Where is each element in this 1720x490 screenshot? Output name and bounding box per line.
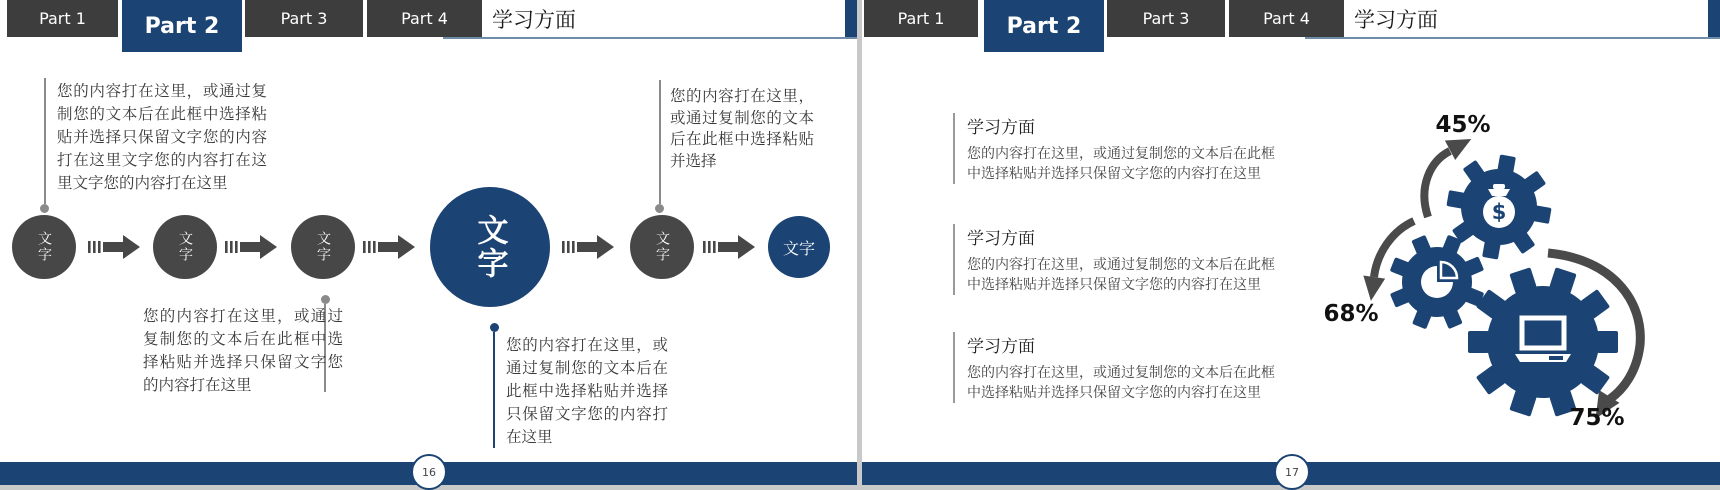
flow-node-label: 文字	[782, 238, 815, 258]
percent-label-68: 68%	[1323, 301, 1379, 327]
section-body: 您的内容打在这里，或通过复制您的文本后在此框中选择粘贴并选择只保留文字您的内容打在这里	[967, 146, 1275, 182]
flow-arrow-icon	[363, 233, 415, 261]
tab-part2-active[interactable]: Part 2	[122, 0, 242, 52]
title-endcap	[845, 0, 857, 37]
annotation-bottom-center: 您的内容打在这里，或通过复制您的文本后在此框中选择粘贴并选择只保留文字您的内容打在这里	[506, 336, 668, 446]
slide-title: 学习方面	[1354, 8, 1438, 32]
annotation-top-right: 您的内容打在这里，或通过复制您的文本后在此框中选择粘贴并选择	[670, 87, 814, 170]
connector-line	[659, 80, 661, 204]
title-endcap	[1708, 0, 1720, 37]
flow-arrow-icon	[703, 233, 755, 261]
annotation-top-left: 您的内容打在这里，或通过复制您的文本后在此框中选择粘贴并选择只保留文字您的内容打在这里文字您的内容打在这里文字您的内容打在这里	[57, 82, 267, 192]
section-heading: 学习方面	[967, 337, 1035, 357]
slide-16	[0, 0, 857, 485]
tab-part3[interactable]: Part 3	[1107, 0, 1225, 37]
gears-illustration	[1320, 95, 1700, 440]
page-number: 16	[422, 465, 436, 479]
tab-part2-active[interactable]: Part 2	[984, 0, 1104, 52]
flow-node-2	[153, 215, 217, 279]
flow-node-label: 文字	[315, 231, 331, 263]
section-heading: 学习方面	[967, 118, 1035, 138]
tab-part4[interactable]: Part 4	[1229, 0, 1344, 37]
section-heading: 学习方面	[967, 229, 1035, 249]
section-2	[953, 224, 1299, 295]
tab-part1[interactable]: Part 1	[7, 0, 118, 37]
flow-arrow-icon	[562, 233, 614, 261]
tab-part3[interactable]: Part 3	[245, 0, 363, 37]
flow-node-6	[768, 216, 830, 278]
tab-part1[interactable]: Part 1	[864, 0, 978, 37]
page-number: 17	[1285, 465, 1299, 479]
title-underline	[1305, 37, 1720, 39]
connector-line	[44, 78, 46, 204]
flow-arrow-icon	[225, 233, 277, 261]
connector-dot	[490, 323, 499, 332]
flow-node-1	[12, 215, 76, 279]
section-body: 您的内容打在这里，或通过复制您的文本后在此框中选择粘贴并选择只保留文字您的内容打在这里	[967, 257, 1275, 293]
svg-text:$: $	[1491, 200, 1507, 224]
section-3	[953, 332, 1299, 403]
section-body: 您的内容打在这里，或通过复制您的文本后在此框中选择粘贴并选择只保留文字您的内容打在这里	[967, 365, 1275, 401]
flow-node-3	[291, 215, 355, 279]
annotation-bottom-left: 您的内容打在这里，或通过复制您的文本后在此框中选择粘贴并选择只保留文字您的内容打在这里	[143, 307, 343, 394]
flow-node-4-main	[430, 187, 550, 307]
flow-node-label: 文字	[654, 231, 670, 263]
page-number-badge	[411, 454, 447, 490]
flow-node-label: 文字	[177, 231, 193, 263]
tab-part4[interactable]: Part 4	[367, 0, 482, 37]
flow-node-label: 文字	[471, 214, 508, 280]
connector-dot	[40, 204, 49, 213]
percent-label-45: 45%	[1435, 112, 1491, 138]
connector-dot	[321, 295, 330, 304]
connector-dot	[655, 204, 664, 213]
percent-label-75: 75%	[1569, 405, 1625, 431]
title-underline	[443, 37, 857, 39]
page-number-badge	[1274, 454, 1310, 490]
connector-line	[493, 332, 495, 448]
flow-node-label: 文字	[36, 231, 52, 263]
flow-arrow-icon	[88, 233, 140, 261]
section-1	[953, 113, 1299, 184]
slide-17	[862, 0, 1720, 485]
slide-title: 学习方面	[492, 8, 576, 32]
flow-node-5	[630, 215, 694, 279]
